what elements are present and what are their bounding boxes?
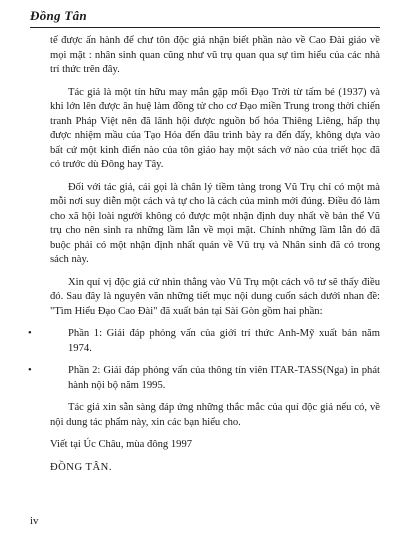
running-header: Đồng Tân [30,8,87,23]
page-body [28,34,380,483]
header-rule [30,27,380,28]
part-1-text: Phần 1: Giải đáp phỏng vấn của giới trí thức Anh-Mỹ xuất bản năm 1974. [68,328,380,354]
list-item [28,327,380,356]
bullet-icon: • [28,328,32,339]
paragraph-closing: Tác giả xin sẵn sàng đáp ứng những thắc mắc của quí độc giả nếu có, về nội dung tác phẩm này, xin các bạn hiểu cho. [50,402,380,428]
place-date: Viết tại Úc Châu, mùa đông 1997 [50,439,193,450]
signature: ĐỒNG TÂN. [50,461,112,473]
bullet-icon: • [28,365,32,376]
parts-list [28,327,380,393]
paragraph-book-intro: Xin quí vị độc giả cứ nhìn thẳng vào Vũ Trụ một cách vô tư sẽ thấy điều đó. Sau đây là nguyên văn những tiết mục nội dung cuốn sách dưới nhan đề: "Tìm Hiểu Đạo Cao Đài" đã xuất bản tại Sài Gòn gồm hai phần: [50,276,380,317]
page-number: iv [30,515,39,527]
paragraph-author-background: Tác giả là một tín hữu may mắn gặp mối Đạo Trời từ tấm bé (1937) và khi lớn lên được ân huệ làm đồng tử cho cơ Đạo miền Trung trong thời chiến tranh Pháp Việt nên đã lãnh hội được nguồn bổ hóa Thiêng Liêng, hấp thụ được nhiệm mầu của Tạo Hóa đến đâu trình bày ra đến đấy, không dựa vào bất cứ một kinh điển nào của tôn giáo hay một sách vở nào của triết học đã có trước dù Đông hay Tây. [50,86,380,170]
part-2-text: Phần 2: Giải đáp phỏng vấn của thông tín viên ITAR-TASS(Nga) in phát hành nội bộ năm 1995. [68,365,380,391]
paragraph-truth: Đối với tác giả, cái gọi là chân lý tiềm tàng trong Vũ Trụ chỉ có một mà mỗi nơi suy diễn một cách và tự cho là cách của mình mới đúng. Điều đó làm cho xã hội loài người không có được một nhận định duy nhất về bản thể Vũ trụ cho nên sinh ra những lầm lẫn về mọi mặt. Chính những lầm lẫn đó đã buộc phải có một nhận định nhất quán về Vũ trụ và Nhân sinh đã có trong sách này. [50,181,380,265]
list-item [28,364,380,393]
paragraph-continuation: tế được ấn hành để chư tôn độc giả nhận biết phần nào về Cao Đài giáo về mọi mặt : nhân sinh quan cũng như vũ trụ quan qua sự tìm hiểu của các nhà trí thức trên đây. [50,35,380,75]
